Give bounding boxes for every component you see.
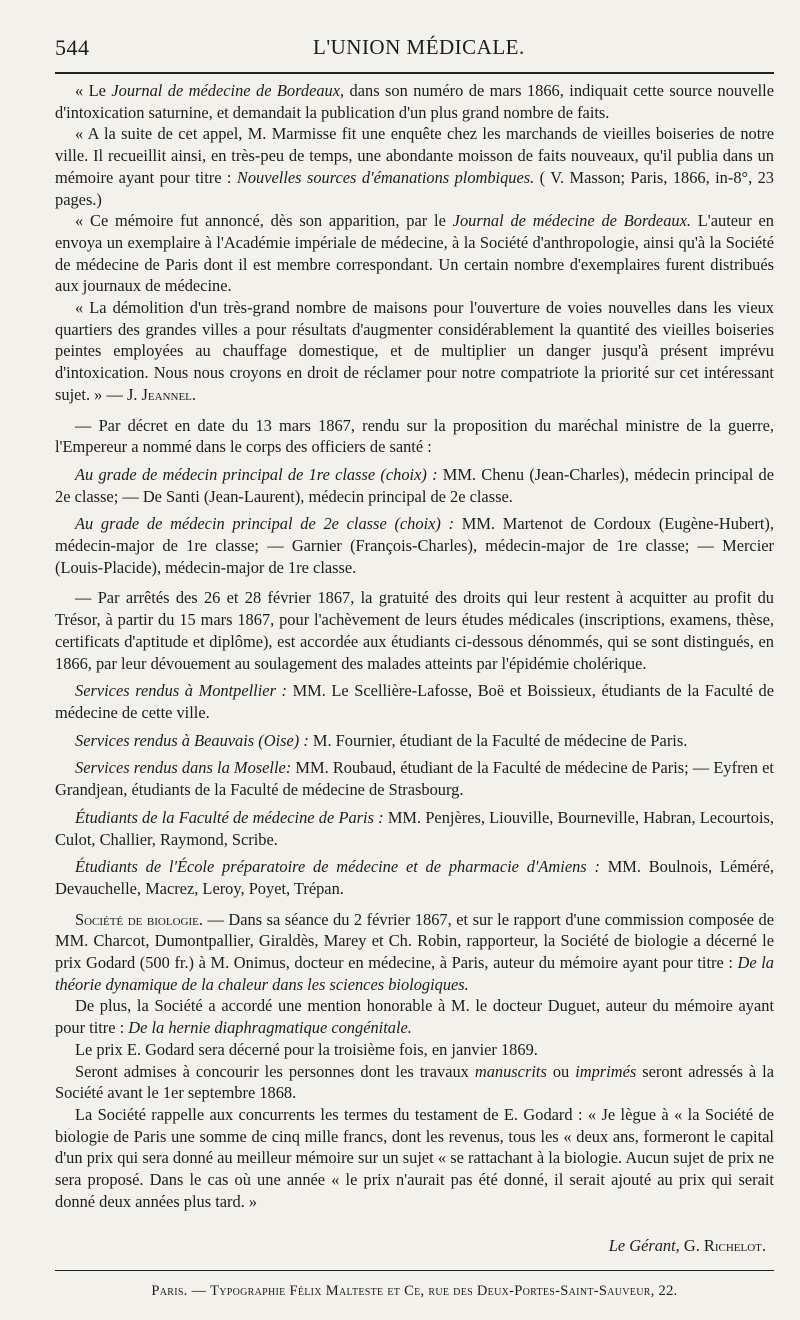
text-run: « A la suite de cet appel, M. Marmisse fit une enquête chez les marchands de vieilles boiseries de notre ville. Il recueillit ainsi, en très-peu de temps, une abondante moisson de faits nouveaux, qu'il publia dans un mémoire ayant pour titre : — [55, 124, 774, 187]
text-run: MM. Boulnois, Léméré, Devauchelle, Macrez, Leroy, Poyet, Trépan. — [55, 857, 774, 898]
text-run: De plus, la Société a accordé une mention honorable à M. le docteur Duguet, auteur du mémoire ayant pour titre : — [55, 996, 774, 1038]
emphasis: imprimés — [575, 1061, 637, 1081]
text-run: dans son numéro de mars 1866, indiquait cette source nouvelle d'intoxication saturnine, et demandait la publication d'un plus grand nombre de faits. — [55, 81, 774, 122]
paragraph-societe-biologie — [55, 909, 774, 996]
paragraph-faculte-paris — [55, 807, 774, 850]
text-run: — Dans sa séance du 2 février 1867, et sur le rapport d'une commission composée de MM. Charcot, Dumontpallier, Giraldès, Marey et Ch. Robin, rapporteur, la Société de biologie a décerné le prix Godard (500 fr.) à M. Onimus, docteur en médecine, à Paris, auteur du mémoire ayant pour titre : — [55, 909, 774, 973]
text-run: « Ce mémoire fut annoncé, dès son apparition, par le — [75, 211, 453, 231]
page-number: 544 — [55, 35, 90, 60]
paragraph-demolition — [55, 297, 774, 406]
text-run: ou — [546, 1061, 576, 1081]
running-title: L'UNION MÉDICALE. — [313, 35, 525, 59]
journal-title: Journal de médecine de Bordeaux, — [111, 81, 345, 100]
header-rule — [55, 72, 774, 74]
grade-label: Au grade de médecin principal de 1re classe (choix) : — [75, 464, 438, 484]
paragraph-concours — [55, 1061, 774, 1104]
section-label: Services rendus à Montpellier : — [75, 681, 287, 701]
page-header — [55, 26, 774, 66]
paragraph-grade-2e-classe — [55, 513, 774, 578]
paragraph-decree: — Par décret en date du 13 mars 1867, rendu sur la proposition du maréchal ministre de la guerre, l'Empereur a nommé dans le corps des officiers de santé : — [55, 415, 774, 457]
section-label: Étudiants de l'École préparatoire de médecine et de pharmacie d'Amiens : — [75, 857, 600, 877]
memoir-title: Nouvelles sources d'émanations plombiques. — [236, 167, 535, 187]
signature-name: G. Richelot. — [679, 1236, 766, 1256]
text-run: Seront admises à concourir les personnes dont les travaux — [75, 1061, 475, 1081]
section-label: Services rendus à Beauvais (Oise) : — [75, 730, 309, 750]
text-run: seront adressés à la Société avant le 1er septembre 1868. — [55, 1061, 774, 1103]
author-name: J. Jeannel. — [126, 384, 196, 404]
paragraph-arretes: — Par arrêtés des 26 et 28 février 1867, la gratuité des droits qui leur restent à acquitter au profit du Trésor, à partir du 15 mars 1867, pour l'achèvement de leurs études médicales (inscriptions, examens, thèse, certificats d'aptitude et diplôme), est accordée aux étudiants ci-dessous dénommés, qui se sont distingués, en 1866, par leur dévouement au soulagement des malades atteints par l'épidémie cholérique. — [55, 588, 774, 673]
text-run: « Le — [75, 81, 112, 100]
section-label: Étudiants de la Faculté de médecine de Paris : — [75, 807, 384, 827]
emphasis: manuscrits — [474, 1061, 547, 1081]
text-run: L'auteur en envoya un exemplaire à l'Académie impériale de médecine, à la Société d'anthropologie, ainsi qu'à la Société de médecine de Paris dont il est membre correspondant. Un certain nombre d'exemplaires furent distribués aux journaux de médecine. — [55, 211, 774, 296]
section-lead: Société de biologie. — [75, 909, 203, 929]
grade-label: Au grade de médecin principal de 2e classe (choix) : — [75, 514, 455, 534]
paragraph-memoir-announced — [55, 210, 774, 297]
paragraph-moselle — [55, 757, 774, 800]
text-run: ( V. Masson; Paris, 1866, in-8°, 23 pages.) — [55, 167, 775, 209]
paragraph-marmisse — [55, 123, 774, 210]
paragraph-prix-godard: Le prix E. Godard sera décerné pour la troisième fois, en janvier 1869. — [75, 1039, 538, 1059]
text-run: MM. Le Scellière-Lafosse, Boë et Boissieux, étudiants de la Faculté de médecine de cette ville. — [55, 681, 774, 722]
text-run: MM. Penjères, Liouville, Bourneville, Habran, Lecourtois, Culot, Challier, Raymond, Scribe. — [55, 807, 774, 849]
signature-role: Le Gérant, — [608, 1236, 680, 1256]
paragraph-grade-1re-classe — [55, 464, 774, 507]
paragraph-beauvais — [55, 730, 774, 752]
text-run: MM. Chenu (Jean-Charles), médecin principal de 2e classe; — De Santi (Jean-Laurent), médecin principal de 2e classe. — [55, 464, 774, 506]
article-body — [55, 80, 774, 1212]
journal-title: Journal de médecine de Bordeaux. — [452, 211, 691, 231]
printer-imprint: Paris. — Typographie Félix Malteste et Ce, rue des Deux-Portes-Saint-Sauveur, 22. — [151, 1283, 678, 1300]
text-run: M. Fournier, étudiant de la Faculté de médecine de Paris. — [308, 730, 688, 750]
paragraph-bordeaux-journal — [55, 80, 774, 123]
paragraph-testament: La Société rappelle aux concurrents les termes du testament de E. Godard : « Je lègue à « la Société de biologie de Paris une somme de cinq mille francs, dont les revenus, tous les « deux ans, formeront le capital d'un prix qui sera donné au meilleur mémoire sur un sujet « se rattachant à la biologie. Aucun sujet de prix ne sera proposé. Dans le cas où une année « le prix n'aurait pas été donné, il serait ajouté au prix qui serait donné deux années plus tard. » — [55, 1104, 774, 1211]
paragraph-montpellier — [55, 680, 774, 723]
signature — [55, 1236, 774, 1256]
section-label: Services rendus dans la Moselle: — [75, 758, 292, 778]
memoir-title: De la hernie diaphragmatique congénitale. — [128, 1018, 412, 1038]
paragraph-mention-honorable — [55, 995, 774, 1038]
footer-rule — [55, 1270, 774, 1271]
memoir-title: De la théorie dynamique de la chaleur dans les sciences biologiques. — [55, 953, 774, 994]
paragraph-ecole-amiens — [55, 856, 774, 899]
text-run: MM. Martenot de Cordoux (Eugène-Hubert), médecin-major de 1re classe; — Garnier (François-Charles), médecin-major de 1re classe; — Mercier (Louis-Placide), médecin-major de 1re classe. — [55, 514, 774, 577]
text-run: MM. Roubaud, étudiant de la Faculté de médecine de Paris; — Eyfren et Grandjean, étudiants de la Faculté de médecine de Strasbourg. — [55, 758, 774, 800]
text-run: « La démolition d'un très-grand nombre de maisons pour l'ouverture de voies nouvelles dans les vieux quartiers des grandes villes a pour résultats d'augmenter considérablement la quantité des vieilles boiseries peintes employées au chauffage domestique, et de multiplier un danger jusqu'à présent imprévu d'intoxication. Nous nous croyons en droit de réclamer pour notre compatriote la priorité sur cet intéressant sujet. » — — [55, 298, 774, 404]
